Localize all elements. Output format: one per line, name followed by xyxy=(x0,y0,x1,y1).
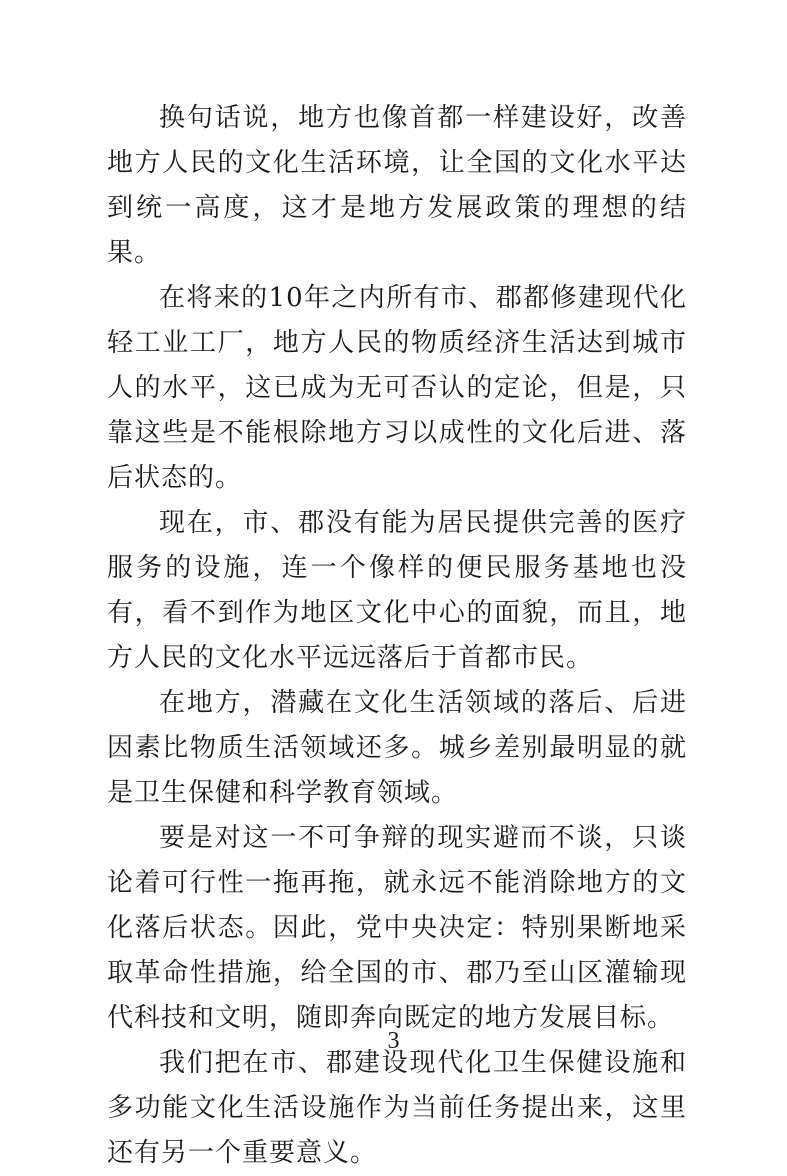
paragraph-3: 现在，市、郡没有能为居民提供完善的医疗服务的设施，连一个像样的便民服务基地也没有，看不到作为地区文化中心的面貌，而且，地方人民的文化水平远远落后于首都市民。 xyxy=(107,508,687,673)
paragraph-2: 在将来的10年之内所有市、郡都修建现代化轻工业工厂，地方人民的物质经济生活达到城市人的水平，这已成为无可否认的定论，但是，只靠这些是不能根除地方习以成性的文化后进、落后状态的。 xyxy=(107,283,687,493)
paragraph-1: 换句话说，地方也像首都一样建设好，改善地方人民的文化生活环境，让全国的文化水平达到统一高度，这才是地方发展政策的理想的结果。 xyxy=(107,103,687,268)
paragraph-6: 我们把在市、郡建设现代化卫生保健设施和多功能文化生活设施作为当前任务提出来，这里还有另一个重要意义。 xyxy=(107,1048,687,1168)
paragraph-5: 要是对这一不可争辩的现实避而不谈，只谈论着可行性一拖再拖，就永远不能消除地方的文化落后状态。因此，党中央决定：特别果断地采取革命性措施，给全国的市、郡乃至山区灌输现代科技和文明，随即奔向既定的地方发展目标。 xyxy=(107,823,687,1033)
paragraph-4: 在地方，潜藏在文化生活领域的落后、后进因素比物质生活领域还多。城乡差别最明显的就是卫生保健和科学教育领域。 xyxy=(107,688,687,808)
document-body xyxy=(107,96,687,1176)
page-number: 3 xyxy=(387,1028,400,1054)
